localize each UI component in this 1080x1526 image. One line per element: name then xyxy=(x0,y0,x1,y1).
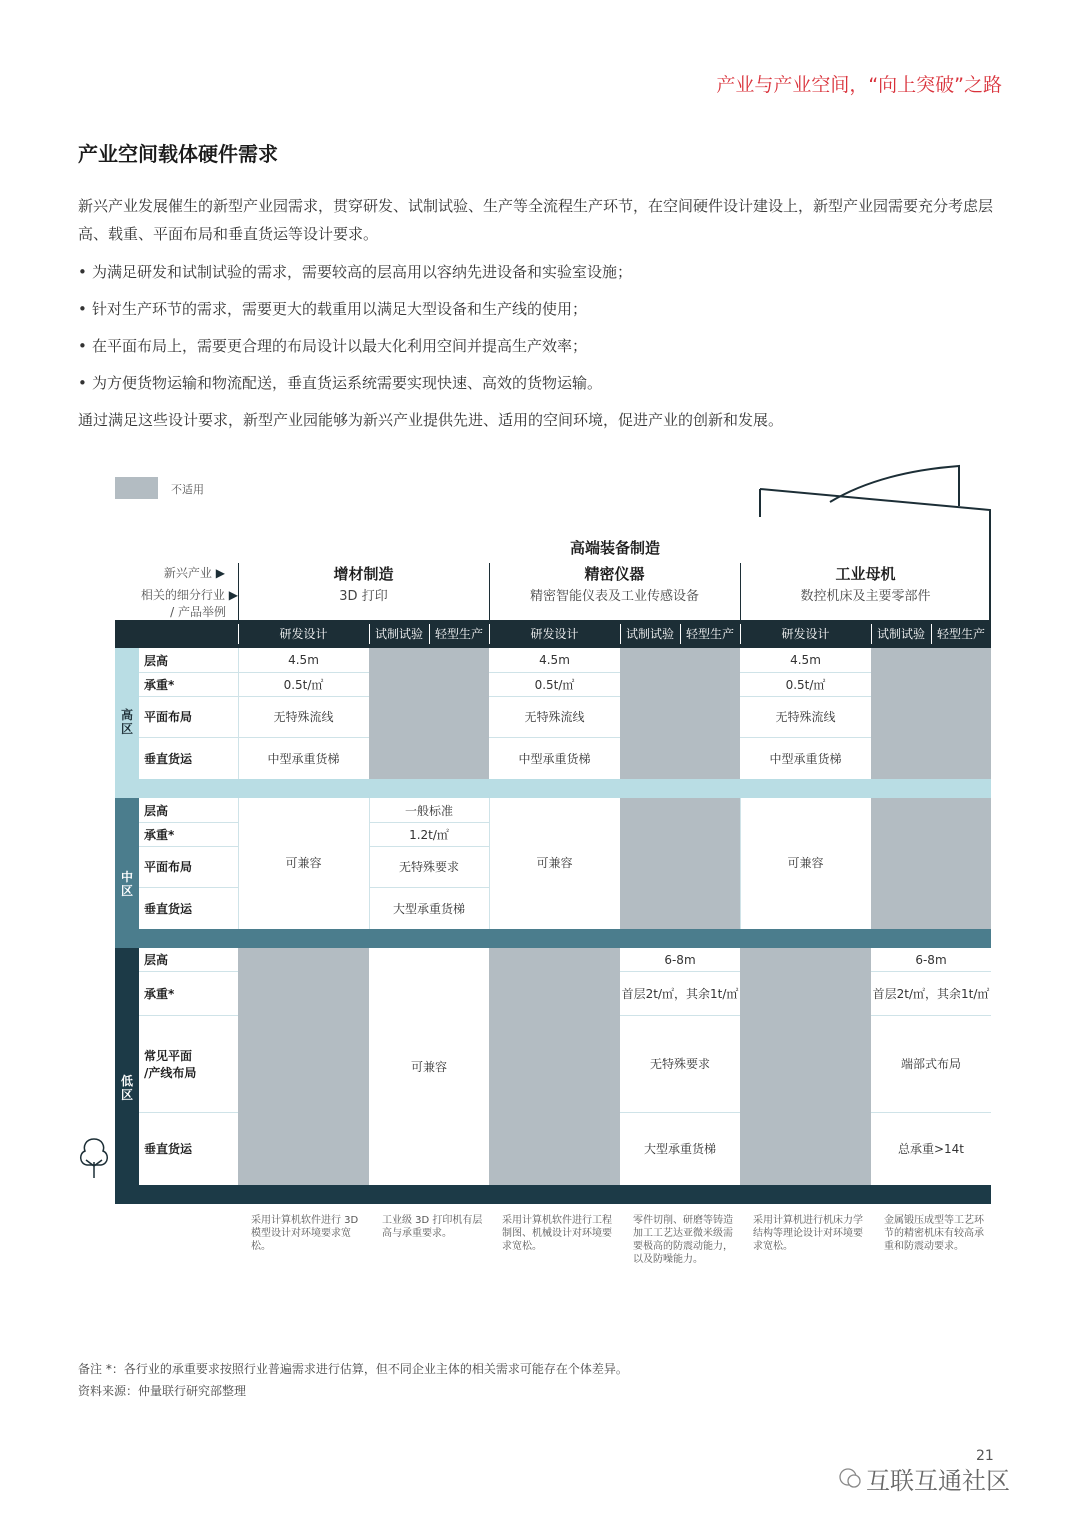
legend-label: 不适用 xyxy=(171,483,204,496)
cell-value: 可兼容 xyxy=(787,856,824,870)
cell-value: 首层2t/㎡，其余1t/㎡ xyxy=(872,986,990,1001)
industry-name: 增材制造 xyxy=(333,565,394,583)
na-cell xyxy=(871,648,991,779)
col-separator xyxy=(931,624,932,644)
row-header-example: / 产品举例 xyxy=(170,605,226,619)
row-label-layout: 平面布局 xyxy=(144,860,193,874)
column-note: 采用计算机软件进行 3D 模型设计对环境要求宽松。 xyxy=(251,1215,359,1252)
industry-sub: 精密智能仪表及工业传感设备 xyxy=(529,589,699,604)
column-note: 采用计算机进行机床力学结构等理论设计对环境要求宽松。 xyxy=(753,1215,863,1252)
col-separator xyxy=(740,624,741,644)
na-cell xyxy=(620,648,740,779)
cell-value: 0.5t/㎡ xyxy=(534,677,575,692)
cell-value: 可兼容 xyxy=(285,856,322,870)
col-separator xyxy=(871,624,872,644)
col-rd: 研发设计 xyxy=(279,627,328,641)
column-note: 采用计算机软件进行工程制图、机械设计对环境要求宽松。 xyxy=(502,1215,612,1252)
bullet-item: • 在平面布局上，需要更合理的布局设计以最大化利用空间并提高生产效率； xyxy=(78,337,588,355)
col-rd: 研发设计 xyxy=(781,627,830,641)
na-cell xyxy=(238,948,369,1185)
zone-high-label: 高区 xyxy=(121,708,134,736)
col-separator xyxy=(620,624,621,644)
row-label-height: 层高 xyxy=(144,953,169,967)
row-label-freight: 垂直货运 xyxy=(144,901,193,916)
section-title: 产业空间载体硬件需求 xyxy=(78,142,278,166)
cell-value: 中型承重货梯 xyxy=(518,751,591,766)
col-light: 轻型生产 xyxy=(434,627,483,641)
industry-sub: 数控机床及主要零部件 xyxy=(800,589,931,604)
col-separator xyxy=(369,624,370,644)
row-label-layout: 常见平面 /产线布局 xyxy=(144,1048,197,1080)
col-trial: 试制试验 xyxy=(625,627,674,641)
cell-value: 可兼容 xyxy=(410,1059,447,1074)
industry-sub: 3D 打印 xyxy=(339,589,388,604)
na-cell xyxy=(620,798,740,929)
cell-value: 一般标准 xyxy=(404,803,453,818)
row-label-layout: 平面布局 xyxy=(144,710,193,724)
column-note: 工业级 3D 打印机有层高与承重要求。 xyxy=(382,1215,483,1239)
cell-value: 无特殊要求 xyxy=(649,1057,710,1071)
na-cell xyxy=(740,948,871,1185)
cell-value: 无特殊流线 xyxy=(273,710,334,724)
col-trial: 试制试验 xyxy=(876,627,925,641)
intro-paragraph: 新兴产业发展催生的新型产业园需求，贯穿研发、试制试验、生产等全流程生产环节，在空间硬件设计建设上，新型产业园需要充分考虑层高、载重、平面布局和垂直货运等设计要求。 xyxy=(78,197,994,243)
row-label-height: 层高 xyxy=(144,803,169,818)
cell-value: 4.5m xyxy=(288,653,319,667)
page-number: 21 xyxy=(976,1448,994,1464)
group-title: 高端装备制造 xyxy=(569,539,660,557)
cell-value: 可兼容 xyxy=(536,856,573,870)
col-trial: 试制试验 xyxy=(374,627,423,641)
cell-value: 0.5t/㎡ xyxy=(785,677,826,692)
row-label-freight: 垂直货运 xyxy=(144,751,193,766)
page-header-title: 产业与产业空间，“向上突破”之路 xyxy=(716,74,1002,96)
row-header-subindustry: 相关的细分行业 ▶ xyxy=(140,588,238,602)
cell-value: 1.2t/㎡ xyxy=(409,827,449,842)
cell-value: 大型承重货梯 xyxy=(392,901,465,916)
industry-name: 工业母机 xyxy=(835,565,896,583)
conclusion-paragraph: 通过满足这些设计要求，新型产业园能够为新兴产业提供先进、适用的空间环境，促进产业的创新和发展。 xyxy=(78,411,784,429)
bullet-item: • 为方便货物运输和物流配送，垂直货运系统需要实现快速、高效的货物运输。 xyxy=(78,374,603,392)
cell-value: 4.5m xyxy=(790,653,821,667)
cell-value: 无特殊流线 xyxy=(775,710,836,724)
legend-swatch xyxy=(115,477,158,499)
row-label-freight: 垂直货运 xyxy=(144,1142,193,1156)
col-light: 轻型生产 xyxy=(685,627,734,641)
bullet-item: • 针对生产环节的需求，需要更大的载重用以满足大型设备和生产线的使用； xyxy=(78,300,588,318)
wechat-icon xyxy=(838,1466,862,1490)
footnote-source: 资料来源：仲量联行研究部整理 xyxy=(78,1384,247,1398)
col-separator xyxy=(489,624,490,644)
column-note: 零件切削、研磨等铸造加工工艺达亚微米级需要极高的防震动能力，以及防噪能力。 xyxy=(633,1215,733,1265)
cell-value: 无特殊流线 xyxy=(524,710,585,724)
cell-value: 中型承重货梯 xyxy=(769,751,842,766)
row-label-height: 层高 xyxy=(144,653,169,668)
col-separator xyxy=(429,624,430,644)
cell-value: 中型承重货梯 xyxy=(267,751,340,766)
na-cell xyxy=(369,648,489,779)
row-label-load: 承重* xyxy=(144,986,175,1001)
industry-name: 精密仪器 xyxy=(584,565,645,583)
cell-value: 总承重>14t xyxy=(897,1142,965,1156)
col-light: 轻型生产 xyxy=(936,627,985,641)
cell-value: 6-8m xyxy=(664,952,696,967)
row-label-load: 承重* xyxy=(144,677,175,692)
cell-value: 端部式布局 xyxy=(900,1057,961,1071)
column-note: 金属锻压成型等工艺环节的精密机床有较高承重和防震动要求。 xyxy=(884,1215,984,1252)
footnote-remark: 备注 *：各行业的承重要求按照行业普遍需求进行估算，但不同企业主体的相关需求可能存在个体差异。 xyxy=(78,1362,628,1376)
col-separator xyxy=(680,624,681,644)
cell-value: 首层2t/㎡，其余1t/㎡ xyxy=(621,986,739,1001)
na-cell xyxy=(871,798,991,929)
watermark-text: 互联互通社区 xyxy=(866,1467,1010,1495)
col-rd: 研发设计 xyxy=(530,627,579,641)
zone-mid-label: 中区 xyxy=(121,870,134,898)
cell-value: 4.5m xyxy=(539,653,570,667)
row-label-load: 承重* xyxy=(144,827,175,842)
tree-icon xyxy=(76,1136,112,1180)
cell-value: 大型承重货梯 xyxy=(643,1142,716,1156)
zone-low-label: 低区 xyxy=(121,1074,134,1102)
cell-value: 无特殊要求 xyxy=(398,860,459,874)
cell-value: 0.5t/㎡ xyxy=(283,677,324,692)
bullet-item: • 为满足研发和试制试验的需求，需要较高的层高用以容纳先进设备和实验室设施； xyxy=(78,263,633,281)
na-cell xyxy=(489,948,620,1185)
cell-value: 6-8m xyxy=(915,952,947,967)
col-separator xyxy=(238,624,239,644)
row-header-industry: 新兴产业 ▶ xyxy=(163,566,225,580)
